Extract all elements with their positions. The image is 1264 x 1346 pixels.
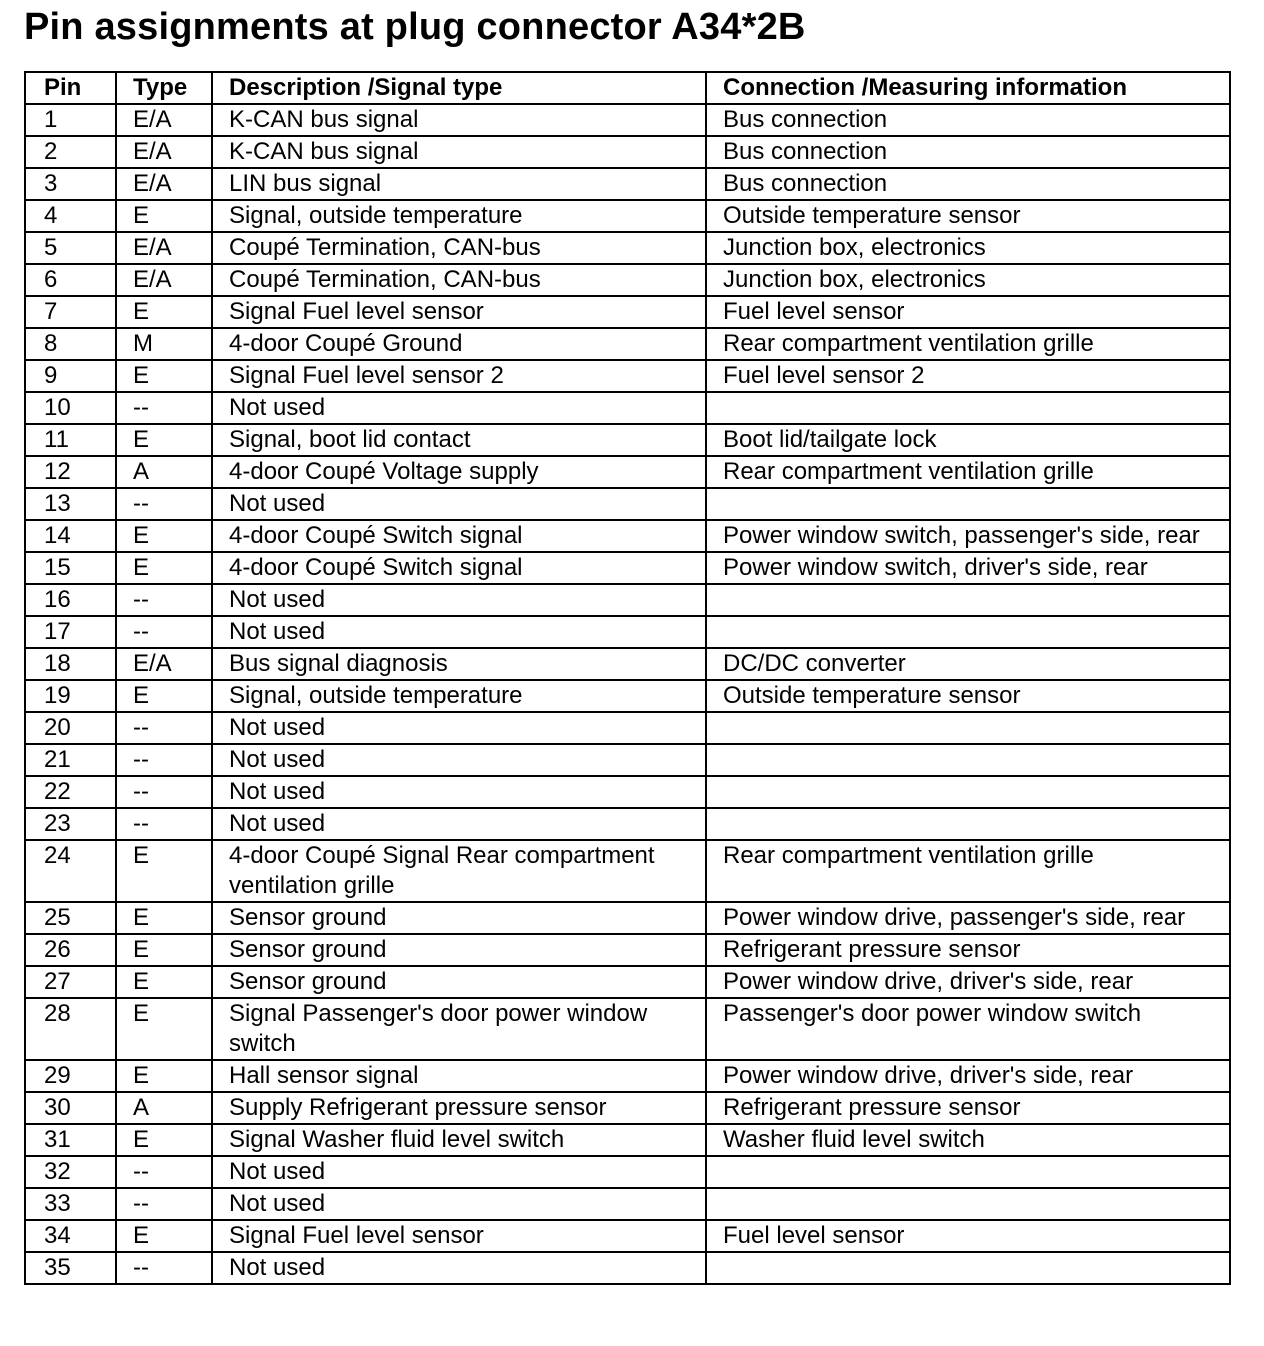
cell-description: Signal, boot lid contact [212,424,706,456]
table-row [25,1092,1230,1124]
cell-description: Signal, outside temperature [212,200,706,232]
table-row [25,1156,1230,1188]
cell-connection: Rear compartment ventilation grille [706,456,1230,488]
table-row [25,712,1230,744]
cell-pin: 15 [25,552,116,584]
cell-pin: 25 [25,902,116,934]
cell-pin: 6 [25,264,116,296]
cell-description: Not used [212,584,706,616]
table-row [25,840,1230,902]
cell-connection: Refrigerant pressure sensor [706,1092,1230,1124]
cell-connection [706,1188,1230,1220]
cell-connection: DC/DC converter [706,648,1230,680]
table-row [25,1252,1230,1284]
cell-connection: Junction box, electronics [706,232,1230,264]
cell-pin: 24 [25,840,116,902]
table-row [25,360,1230,392]
table-row [25,1220,1230,1252]
cell-connection: Fuel level sensor [706,1220,1230,1252]
cell-pin: 14 [25,520,116,552]
cell-type: -- [116,392,212,424]
cell-description: Not used [212,616,706,648]
cell-connection: Outside temperature sensor [706,680,1230,712]
cell-type: -- [116,1252,212,1284]
cell-type: E [116,1124,212,1156]
cell-type: A [116,456,212,488]
cell-description: Sensor ground [212,966,706,998]
cell-type: -- [116,1188,212,1220]
cell-description: Not used [212,392,706,424]
cell-description: Signal Fuel level sensor [212,1220,706,1252]
table-row [25,934,1230,966]
table-row [25,264,1230,296]
cell-description: K-CAN bus signal [212,104,706,136]
cell-description: 4-door Coupé Ground [212,328,706,360]
cell-pin: 11 [25,424,116,456]
cell-type: E/A [116,232,212,264]
table-row [25,392,1230,424]
cell-description: Not used [212,712,706,744]
cell-connection: Power window drive, passenger's side, rear [706,902,1230,934]
cell-connection [706,1156,1230,1188]
table-row [25,200,1230,232]
cell-type: E [116,840,212,902]
cell-description: Signal Washer fluid level switch [212,1124,706,1156]
cell-pin: 35 [25,1252,116,1284]
cell-type: -- [116,776,212,808]
cell-pin: 16 [25,584,116,616]
table-row [25,104,1230,136]
cell-connection: Boot lid/tailgate lock [706,424,1230,456]
cell-description: Not used [212,1188,706,1220]
cell-connection: Rear compartment ventilation grille [706,840,1230,902]
cell-description: Bus signal diagnosis [212,648,706,680]
cell-pin: 34 [25,1220,116,1252]
cell-connection [706,584,1230,616]
cell-type: E/A [116,136,212,168]
table-row [25,168,1230,200]
cell-type: E [116,424,212,456]
cell-connection [706,1252,1230,1284]
cell-type: E [116,998,212,1060]
cell-description: Coupé Termination, CAN-bus [212,264,706,296]
cell-connection [706,776,1230,808]
table-row [25,584,1230,616]
cell-description: Not used [212,488,706,520]
cell-pin: 4 [25,200,116,232]
cell-type: E [116,360,212,392]
table-row [25,616,1230,648]
cell-type: E/A [116,168,212,200]
cell-connection: Outside temperature sensor [706,200,1230,232]
cell-type: E [116,296,212,328]
cell-type: -- [116,616,212,648]
cell-type: -- [116,808,212,840]
cell-type: -- [116,488,212,520]
cell-pin: 2 [25,136,116,168]
cell-description: Sensor ground [212,902,706,934]
table-row [25,776,1230,808]
cell-connection: Junction box, electronics [706,264,1230,296]
header-description: Description /Signal type [212,72,706,104]
cell-description: Signal Fuel level sensor [212,296,706,328]
cell-pin: 26 [25,934,116,966]
cell-pin: 5 [25,232,116,264]
cell-type: E [116,934,212,966]
cell-description: Signal Passenger's door power window switch [212,998,706,1060]
cell-pin: 1 [25,104,116,136]
table-row [25,136,1230,168]
table-header-row [25,72,1230,104]
cell-pin: 8 [25,328,116,360]
table-row [25,1188,1230,1220]
cell-description: 4-door Coupé Switch signal [212,552,706,584]
cell-connection: Refrigerant pressure sensor [706,934,1230,966]
cell-pin: 10 [25,392,116,424]
cell-type: E [116,520,212,552]
cell-description: Not used [212,744,706,776]
table-row [25,232,1230,264]
cell-pin: 7 [25,296,116,328]
cell-connection: Power window drive, driver's side, rear [706,1060,1230,1092]
cell-connection: Bus connection [706,136,1230,168]
cell-type: E/A [116,648,212,680]
cell-description: Not used [212,1156,706,1188]
cell-type: -- [116,712,212,744]
cell-description: 4-door Coupé Signal Rear compartment ventilation grille [212,840,706,902]
header-type: Type [116,72,212,104]
cell-pin: 23 [25,808,116,840]
cell-connection: Bus connection [706,104,1230,136]
cell-connection: Washer fluid level switch [706,1124,1230,1156]
header-pin: Pin [25,72,116,104]
cell-pin: 33 [25,1188,116,1220]
cell-description: Signal Fuel level sensor 2 [212,360,706,392]
cell-pin: 3 [25,168,116,200]
pin-assignment-table [24,71,1231,1285]
cell-type: -- [116,744,212,776]
cell-type: E [116,966,212,998]
cell-pin: 21 [25,744,116,776]
page-title: Pin assignments at plug connector A34*2B [24,6,806,48]
cell-connection [706,808,1230,840]
cell-description: Not used [212,808,706,840]
table-row [25,520,1230,552]
cell-pin: 13 [25,488,116,520]
cell-description: K-CAN bus signal [212,136,706,168]
cell-type: E [116,200,212,232]
table-body [25,104,1230,1284]
cell-connection: Power window switch, driver's side, rear [706,552,1230,584]
cell-type: E/A [116,104,212,136]
table-row [25,456,1230,488]
cell-pin: 31 [25,1124,116,1156]
cell-pin: 27 [25,966,116,998]
cell-connection: Bus connection [706,168,1230,200]
cell-type: E [116,902,212,934]
cell-description: 4-door Coupé Voltage supply [212,456,706,488]
cell-pin: 18 [25,648,116,680]
cell-pin: 9 [25,360,116,392]
cell-pin: 32 [25,1156,116,1188]
table-row [25,966,1230,998]
cell-connection: Fuel level sensor [706,296,1230,328]
cell-type: E [116,1060,212,1092]
cell-description: Signal, outside temperature [212,680,706,712]
header-connection: Connection /Measuring information [706,72,1230,104]
cell-connection: Power window drive, driver's side, rear [706,966,1230,998]
cell-connection [706,712,1230,744]
table-row [25,998,1230,1060]
table-row [25,552,1230,584]
cell-connection: Power window switch, passenger's side, rear [706,520,1230,552]
cell-connection [706,744,1230,776]
table-row [25,680,1230,712]
cell-connection: Passenger's door power window switch [706,998,1230,1060]
cell-description: Not used [212,776,706,808]
cell-connection [706,488,1230,520]
cell-description: Not used [212,1252,706,1284]
table-row [25,1124,1230,1156]
cell-pin: 20 [25,712,116,744]
table-row [25,296,1230,328]
cell-type: E [116,1220,212,1252]
cell-connection [706,392,1230,424]
table-row [25,902,1230,934]
cell-type: -- [116,1156,212,1188]
cell-pin: 17 [25,616,116,648]
table-row [25,744,1230,776]
table-row [25,424,1230,456]
cell-description: LIN bus signal [212,168,706,200]
table-row [25,488,1230,520]
cell-description: Supply Refrigerant pressure sensor [212,1092,706,1124]
cell-pin: 22 [25,776,116,808]
cell-type: M [116,328,212,360]
cell-connection [706,616,1230,648]
cell-connection: Fuel level sensor 2 [706,360,1230,392]
cell-pin: 28 [25,998,116,1060]
cell-description: Coupé Termination, CAN-bus [212,232,706,264]
table-row [25,648,1230,680]
cell-pin: 12 [25,456,116,488]
cell-description: 4-door Coupé Switch signal [212,520,706,552]
cell-type: E/A [116,264,212,296]
cell-connection: Rear compartment ventilation grille [706,328,1230,360]
table-row [25,808,1230,840]
cell-pin: 19 [25,680,116,712]
cell-type: -- [116,584,212,616]
table-row [25,328,1230,360]
cell-type: E [116,680,212,712]
cell-type: E [116,552,212,584]
cell-pin: 29 [25,1060,116,1092]
cell-description: Hall sensor signal [212,1060,706,1092]
cell-description: Sensor ground [212,934,706,966]
cell-pin: 30 [25,1092,116,1124]
cell-type: A [116,1092,212,1124]
table-row [25,1060,1230,1092]
